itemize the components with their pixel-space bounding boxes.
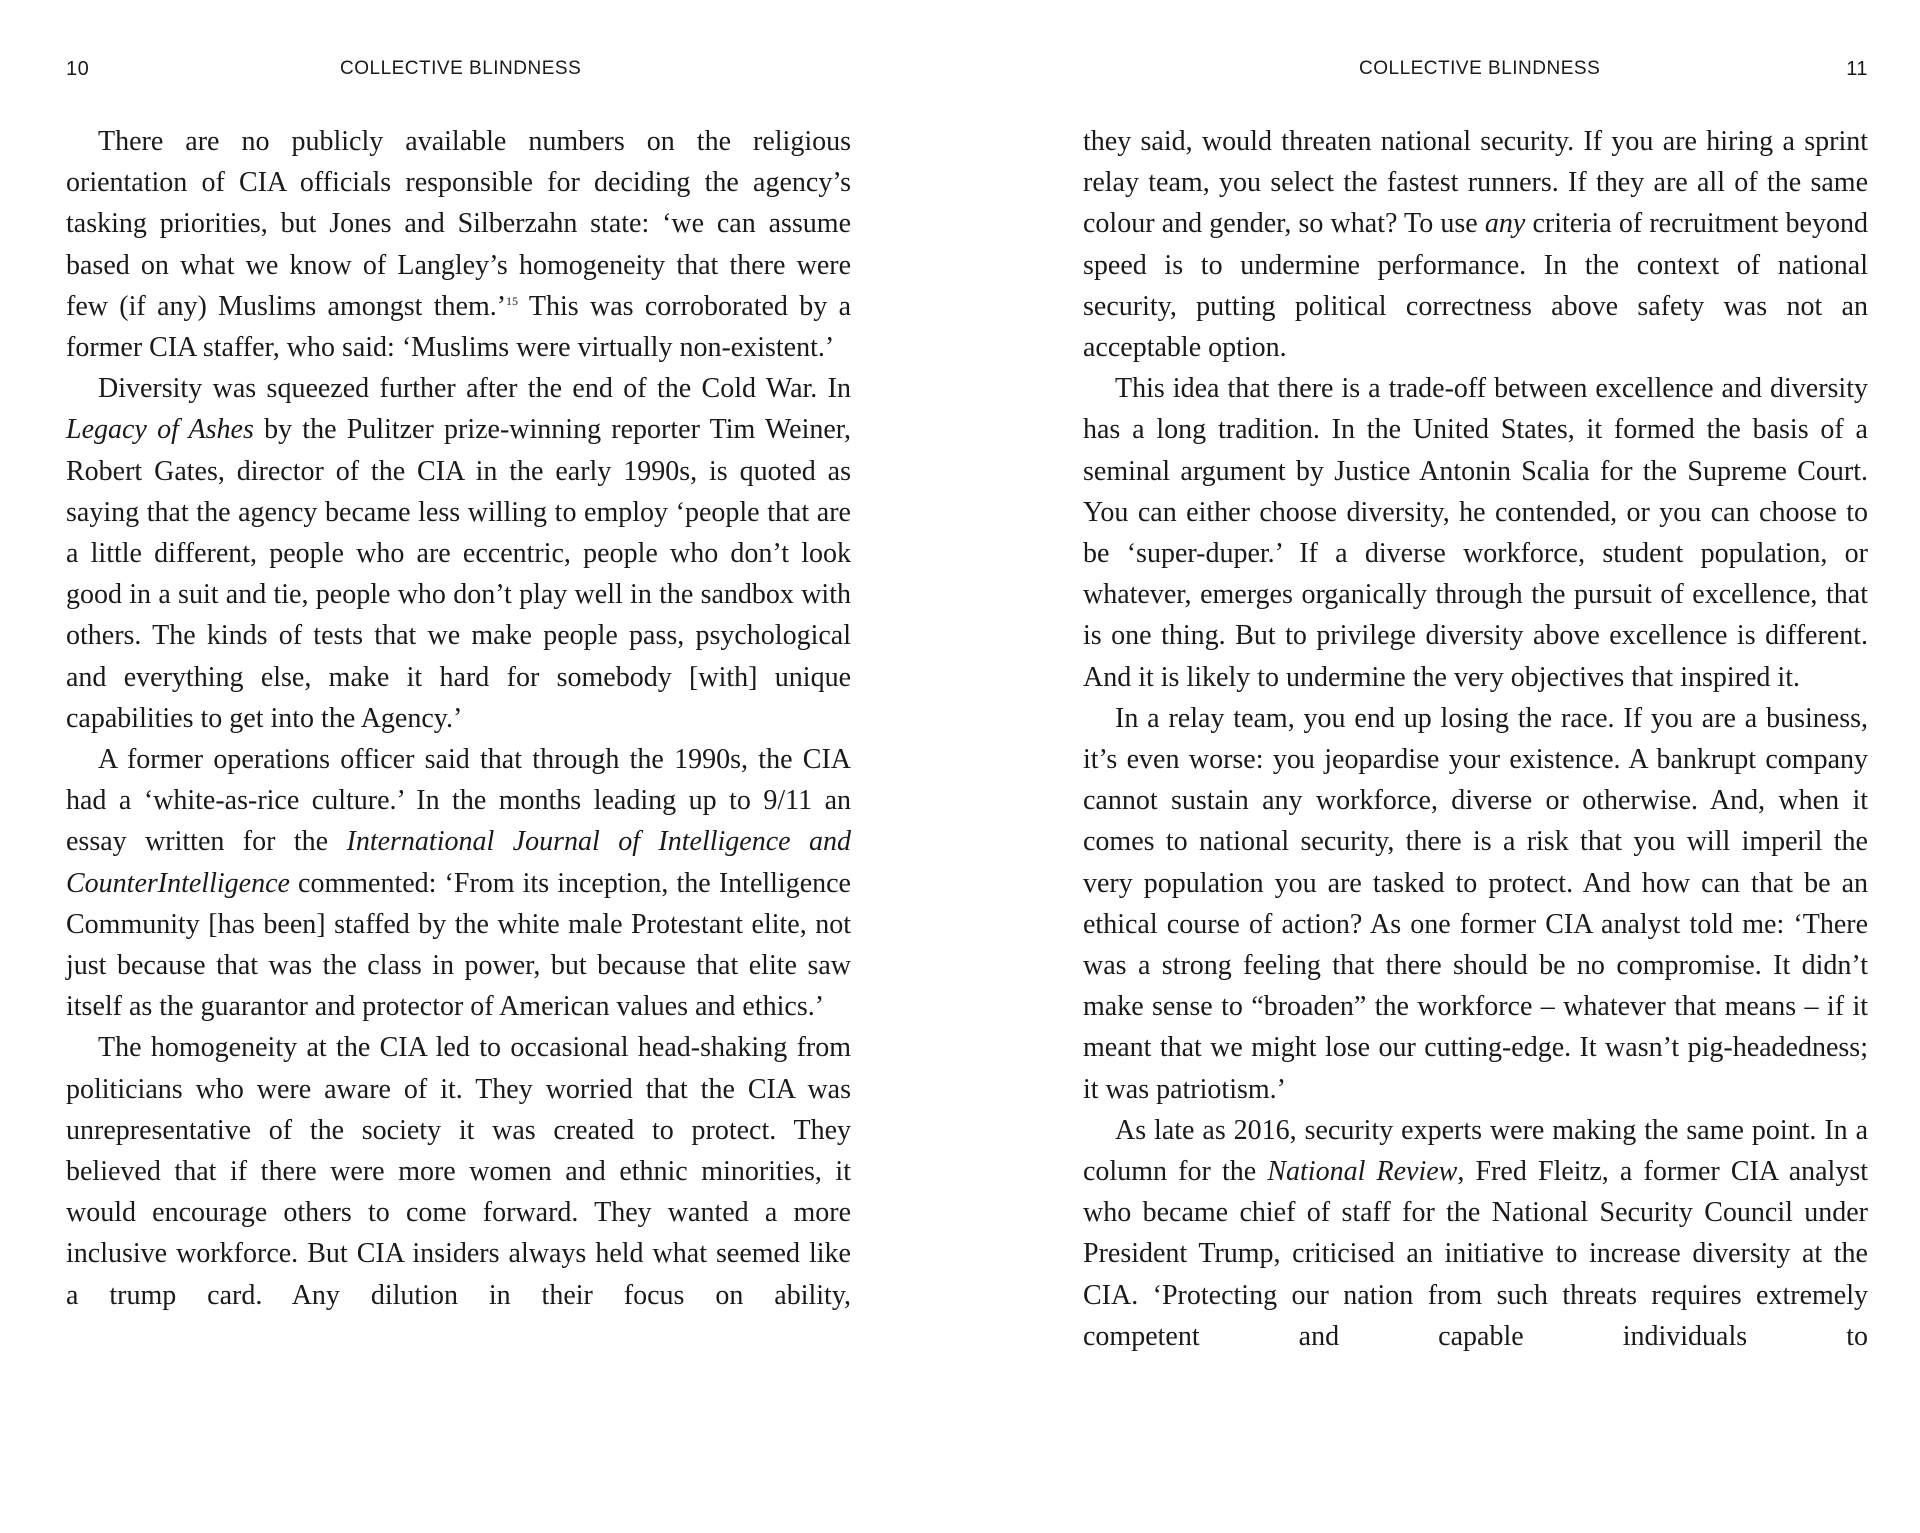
text-run: There are no publicly available numbers on the religious orientation of CIA officials responsible for deciding the agency’s tasking priorities, but Jones and Silberzahn state: ‘we can assume based on what we know of Langley’s homogeneity that there were few (if any) Muslims amongst them.’	[66, 126, 851, 322]
text-run: This idea that there is a trade-off between excellence and diversity has a long tradition. In the United States, it formed the basis of a seminal argument by Justice Antonin Scalia for the Supreme Court. You can either choose diversity, he contended, or you can choose to be ‘super-duper.’ If a diverse workforce, student population, or whatever, emerges organically through the pursuit of excellence, that is one thing. But to privilege diversity above excellence is different. And it is likely to undermine the very objectives that inspired it.	[1083, 373, 1868, 693]
paragraph	[1083, 121, 1868, 368]
text-run: In a relay team, you end up losing the race. If you are a business, it’s even worse: you jeopardise your existence. A bankrupt company cannot sustain any workforce, diverse or otherwise. And, when it comes to national security, there is a risk that you will imperil the very population you are tasked to protect. And how can that be an ethical course of action? As one former CIA analyst told me: ‘There was a strong feeling that there should be no compromise. It didn’t make sense to “broaden” the workforce – whatever that means – if it meant that we might lose our cutting-edge. It wasn’t pig-headedness; it was patriotism.’	[1083, 702, 1868, 1105]
paragraph	[66, 739, 851, 1027]
left-page	[66, 0, 851, 1533]
right-running-head	[1083, 58, 1868, 84]
footnote-marker: 15	[506, 293, 519, 308]
text-run: they said, would threaten national security. If you are hiring a sprint relay team, you select the fastest runners. If they are all of the same colour and gender, so what? To use	[1083, 126, 1868, 240]
text-run: A former operations officer said that through the 1990s, the CIA had a ‘white-as-rice culture.’ In the months leading up to 9/11 an essay written for the	[66, 744, 851, 858]
right-body-text	[1083, 121, 1868, 1357]
text-run: This was corroborated by a former CIA staffer, who said: ‘Muslims were virtually non-existent.’	[66, 290, 852, 364]
paragraph	[66, 1027, 851, 1315]
text-run: As late as 2016, security experts were making the same point. In a column for the	[1083, 1114, 1868, 1188]
paragraph	[1083, 1110, 1868, 1357]
text-run: , Fred Fleitz, a former CIA analyst who became chief of staff for the National Security Council under President Trump, criticised an initiative to increase diversity at the CIA. ‘Protecting our nation from such threats requires extremely competent and capable individuals to	[1083, 1156, 1869, 1352]
page-number: 10	[66, 58, 90, 80]
paragraph	[1083, 698, 1868, 1110]
text-run: Diversity was squeezed further after the end of the Cold War. In	[98, 373, 851, 405]
emphasis-italic: any	[1484, 208, 1526, 240]
paragraph	[66, 121, 851, 368]
left-running-head	[66, 58, 851, 84]
right-page	[1083, 0, 1868, 1533]
left-body-text	[66, 121, 851, 1316]
running-title: COLLECTIVE BLINDNESS	[340, 58, 582, 79]
text-run: by the Pulitzer prize-winning reporter Tim Weiner, Robert Gates, director of the CIA in the early 1990s, is quoted as saying that the agency became less willing to employ ‘people that are a little different, people who are eccentric, people who don’t look good in a suit and tie, people who don’t play well in the sandbox with others. The kinds of tests that we make people pass, psychological and everything else, make it hard for somebody [with] unique capabilities to get into the Agency.’	[66, 414, 852, 734]
text-run: The homogeneity at the CIA led to occasional head-shaking from politicians who were aware of it. They worried that the CIA was unrepresentative of the society it was created to protect. They believed that if there were more women and ethnic minorities, it would encourage others to come forward. They wanted a more inclusive workforce. But CIA insiders always held what seemed like a trump card. Any dilution in their focus on ability,	[66, 1032, 851, 1311]
publication-title-italic: National Review	[1267, 1156, 1458, 1188]
book-title-italic: Legacy of Ashes	[66, 414, 254, 446]
paragraph	[1083, 368, 1868, 698]
paragraph	[66, 368, 851, 739]
journal-title-italic: International Journal of Intelligence and CounterIntelligence	[66, 826, 851, 899]
text-run: commented: ‘From its inception, the Intelligence Community [has been] staffed by the white male Protestant elite, not just because that was the class in power, but because that elite saw itself as the guarantor and protector of American values and ethics.’	[66, 867, 851, 1023]
running-title: COLLECTIVE BLINDNESS	[1359, 58, 1601, 79]
text-run: criteria of recruitment beyond speed is to undermine performance. In the context of national security, putting political correctness above safety was not an acceptable option.	[1083, 208, 1868, 364]
page-number: 11	[1846, 58, 1868, 80]
